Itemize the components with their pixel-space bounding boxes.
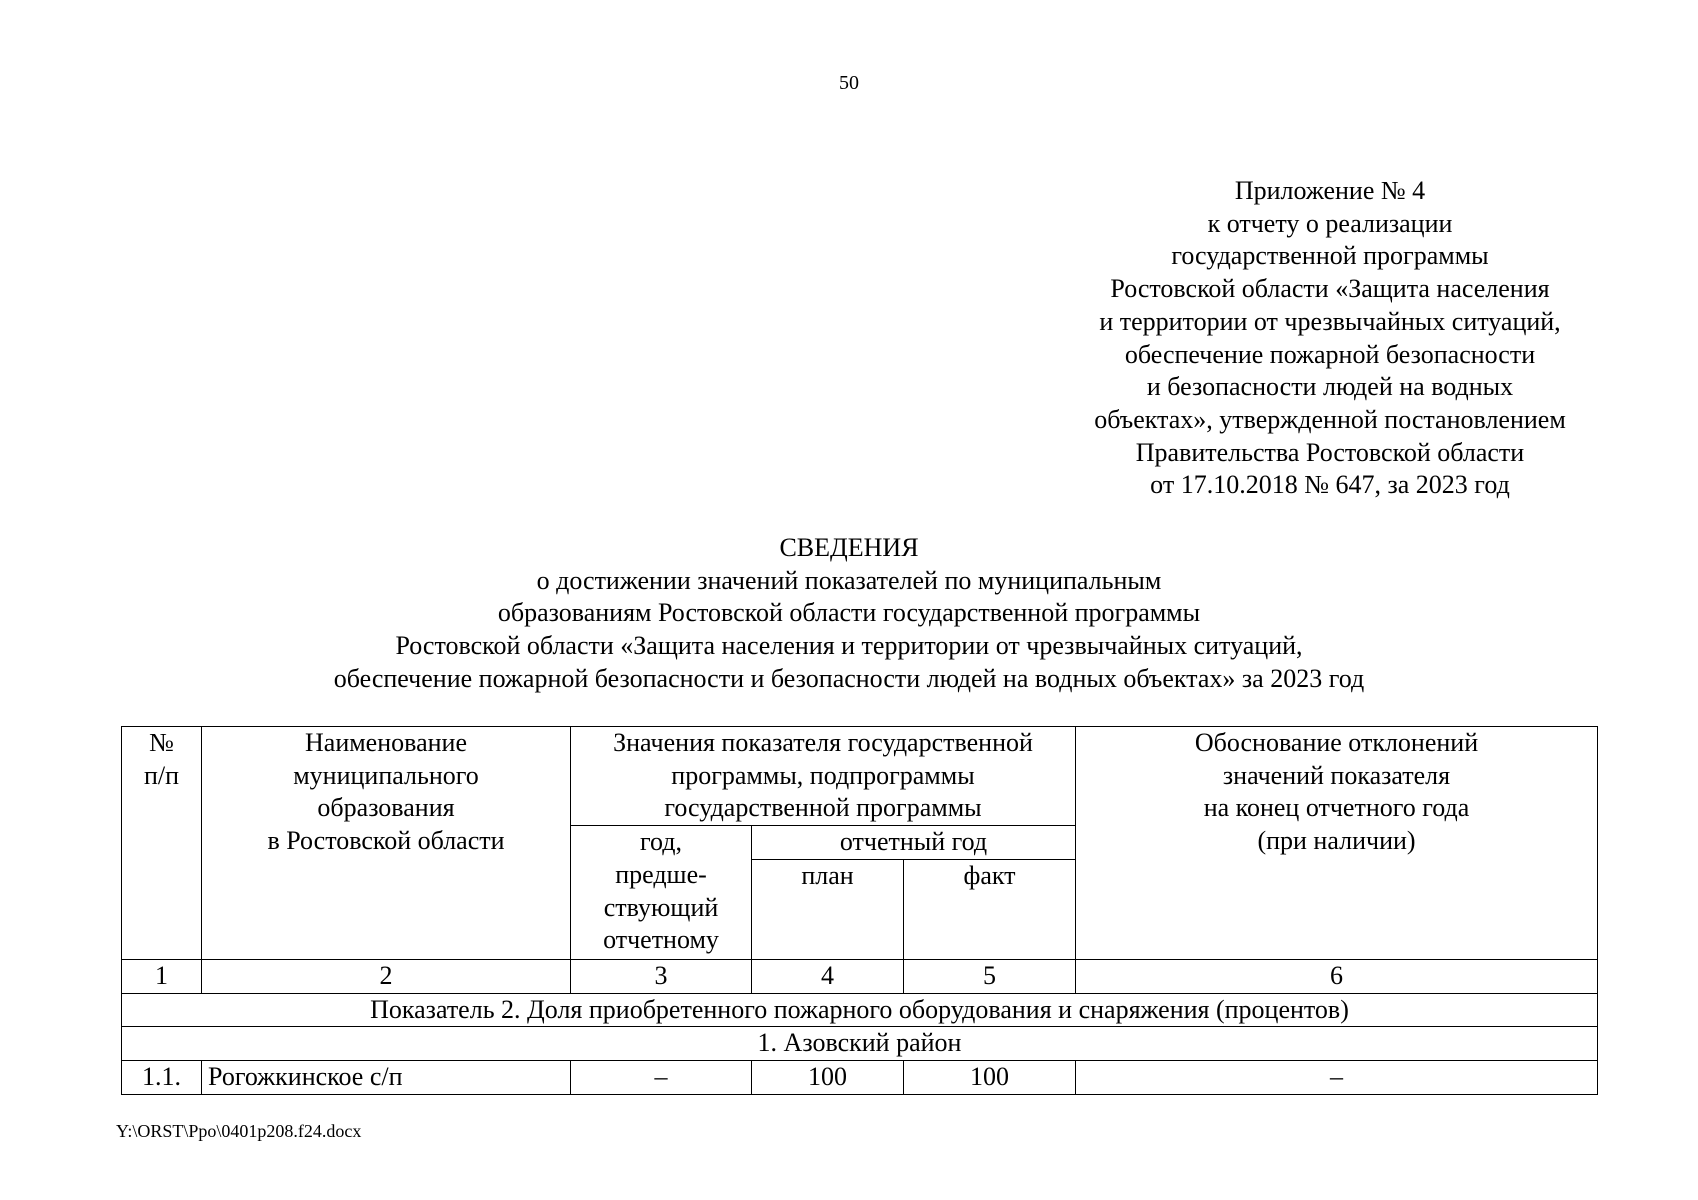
header-name-line: образования: [317, 793, 455, 823]
header-values-line: государственной программы: [664, 793, 982, 823]
header-num-line: №: [149, 728, 174, 757]
header-name-line: Наименование: [305, 728, 467, 757]
header-values-line: Значения показателя государственной: [613, 728, 1033, 757]
header-fact: факт: [904, 859, 1076, 959]
row-fact: 100: [904, 1060, 1076, 1094]
header-report-year: отчетный год: [752, 826, 1076, 860]
header-plan: план: [752, 859, 904, 959]
header-name-line: муниципального: [293, 760, 479, 790]
title-line: обеспечение пожарной безопасности и безопасности людей на водных объектах» за 2023 год: [333, 663, 1365, 693]
col-number: 1: [122, 959, 202, 993]
appendix-line: Ростовской области «Защита населения: [1110, 274, 1550, 304]
col-number: 4: [752, 959, 904, 993]
row-prev: –: [571, 1060, 752, 1094]
header-num-line: п/п: [143, 760, 180, 790]
header-prev-year: [571, 826, 752, 960]
appendix-line: от 17.10.2018 № 647, за 2023 год: [1150, 470, 1510, 500]
col-number: 2: [202, 959, 571, 993]
row-reason: –: [1076, 1060, 1598, 1094]
header-prev-line: отчетному: [603, 925, 719, 955]
appendix-line: Правительства Ростовской области: [1135, 437, 1525, 467]
header-values-line: программы, подпрограммы: [671, 760, 975, 790]
district-row: 1. Азовский район: [122, 1027, 1598, 1061]
header-reason-line: Обоснование отклонений: [1194, 728, 1479, 757]
file-path-footer: Y:\ORST\Ppo\0401p208.f24.docx: [116, 1121, 362, 1141]
title-line: образованиям Ростовской области государственной программы: [497, 598, 1201, 628]
title-heading: СВЕДЕНИЯ: [779, 533, 919, 562]
row-name: Рогожкинское с/п: [202, 1060, 571, 1094]
col-number: 6: [1076, 959, 1598, 993]
appendix-line: Приложение № 4: [1234, 176, 1426, 205]
row-plan: 100: [752, 1060, 904, 1094]
header-prev-line: год,: [640, 827, 682, 857]
col-number: 3: [571, 959, 752, 993]
header-reason-line: значений показателя: [1222, 760, 1451, 790]
title-line: о достижении значений показателей по муниципальным: [536, 565, 1162, 595]
appendix-line: к отчету о реализации: [1207, 208, 1453, 238]
table-row: [122, 1060, 1598, 1094]
indicator-row: Показатель 2. Доля приобретенного пожарного оборудования и снаряжения (процентов): [122, 993, 1598, 1027]
appendix-line: и территории от чрезвычайных ситуаций,: [1099, 306, 1561, 336]
row-num: 1.1.: [122, 1060, 202, 1094]
indicators-table: [121, 726, 1598, 1095]
page-number: 50: [839, 72, 859, 94]
header-num: [122, 727, 202, 960]
header-prev-line: ствующий: [603, 892, 719, 922]
header-values: [571, 727, 1076, 826]
appendix-line: объектах», утвержденной постановлением: [1094, 404, 1566, 434]
header-reason-line: на конец отчетного года: [1203, 793, 1470, 823]
title-line: Ростовской области «Защита населения и территории от чрезвычайных ситуаций,: [395, 631, 1303, 661]
header-name: [202, 727, 571, 960]
appendix-line: государственной программы: [1171, 241, 1489, 271]
header-prev-line: предше-: [615, 859, 707, 889]
document-title: [0, 532, 1698, 696]
col-number: 5: [904, 959, 1076, 993]
header-reason-line: (при наличии): [1257, 826, 1416, 856]
appendix-block: [1030, 175, 1630, 502]
header-reason: [1076, 727, 1598, 960]
header-name-line: в Ростовской области: [267, 826, 505, 856]
appendix-line: и безопасности людей на водных: [1146, 372, 1514, 402]
appendix-line: обеспечение пожарной безопасности: [1124, 339, 1536, 369]
